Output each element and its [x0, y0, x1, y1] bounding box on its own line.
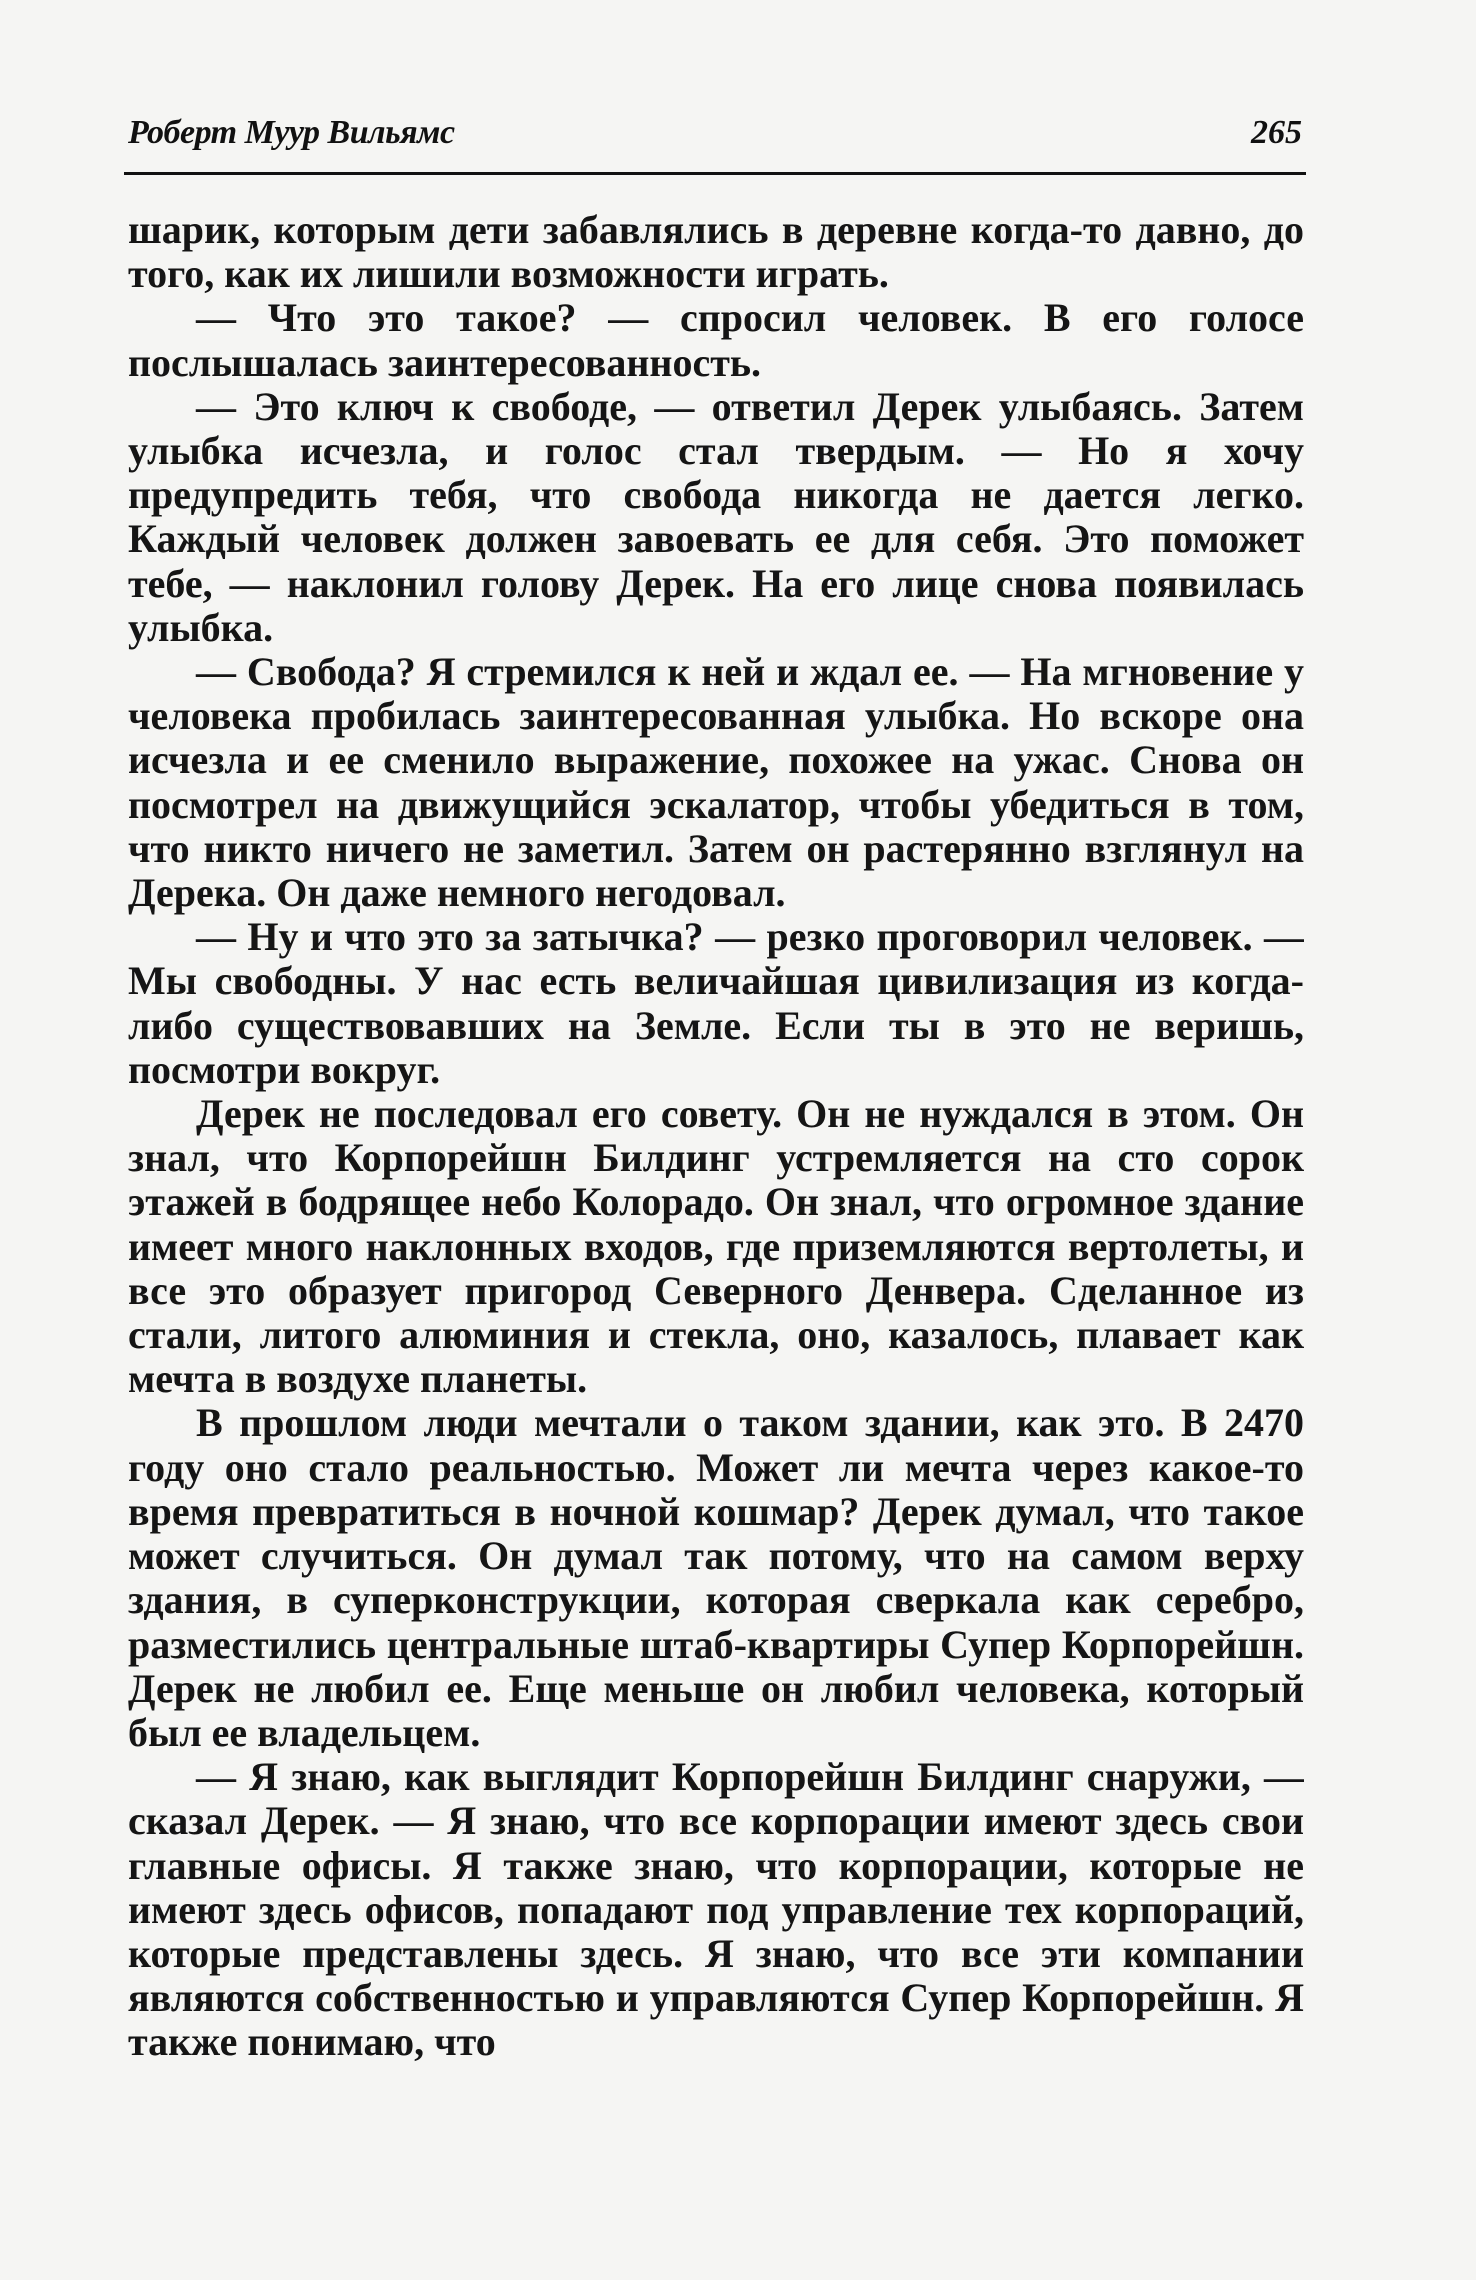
paragraph: — Ну и что это за затычка? — резко проговорил человек. — Мы свободны. У нас есть величайшая цивилизация из когда-либо существовавших на Земле. Если ты в это не веришь, посмотри вокруг.: [128, 914, 1304, 1092]
paragraph: — Это ключ к свободе, — ответил Дерек улыбаясь. Затем улыбка исчезла, и голос стал твердым. — Но я хочу предупредить тебя, что свобода никогда не дается легко. Каждый человек должен завоевать ее для себя. Это поможет тебе, — наклонил голову Дерек. На его лице снова появилась улыбка.: [128, 383, 1304, 650]
paragraph: — Свобода? Я стремился к ней и ждал ее. — На мгновение у человека пробилась заинтересованная улыбка. Но вскоре она исчезла и ее сменило выражение, похожее на ужас. Снова он посмотрел на движущийся эскалатор, чтобы убедиться в том, что никто ничего не заметил. Затем он растерянно взглянул на Дерека. Он даже немного негодовал.: [128, 649, 1304, 916]
paragraph: шарик, которым дети забавлялись в деревне когда-то давно, до того, как их лишили возможности играть.: [128, 208, 1304, 297]
page-number: 265: [1251, 114, 1302, 151]
paragraph: — Я знаю, как выглядит Корпорейшн Билдинг снаружи, — сказал Дерек. — Я знаю, что все корпорации имеют здесь свои главные офисы. Я также знаю, что корпорации, которые не имеют здесь офисов, попадают под управление тех корпораций, которые представлены здесь. Я знаю, что все эти компании являются собственностью и управляются Супер Корпорейшн. Я также понимаю, что: [128, 1754, 1304, 2065]
paragraph: — Что это такое? — спросил человек. В его голосе послышалась заинтересованность.: [128, 295, 1304, 385]
paragraph: Дерек не последовал его совету. Он не нуждался в этом. Он знал, что Корпорейшн Билдинг устремляется на сто сорок этажей в бодрящее небо Колорадо. Он знал, что огромное здание имеет много наклонных входов, где приземляются вертолеты, и все это образует пригород Северного Денвера. Сделанное из стали, литого алюминия и стекла, оно, казалось, плавает как мечта в воздухе планеты.: [128, 1091, 1304, 1402]
body-text: [128, 208, 1304, 2188]
page-header: [124, 114, 1306, 175]
running-head-author: Роберт Муур Вильямс: [128, 114, 455, 151]
paragraph: В прошлом люди мечтали о таком здании, как это. В 2470 году оно стало реальностью. Может ли мечта через какое-то время превратиться в ночной кошмар? Дерек думал, что такое может случиться. Он думал так потому, что на самом верху здания, в суперконструкции, которая сверкала как серебро, разместились центральные штаб-квартиры Супер Корпорейшн. Дерек не любил ее. Еще меньше он любил человека, который был ее владельцем.: [128, 1400, 1304, 1755]
